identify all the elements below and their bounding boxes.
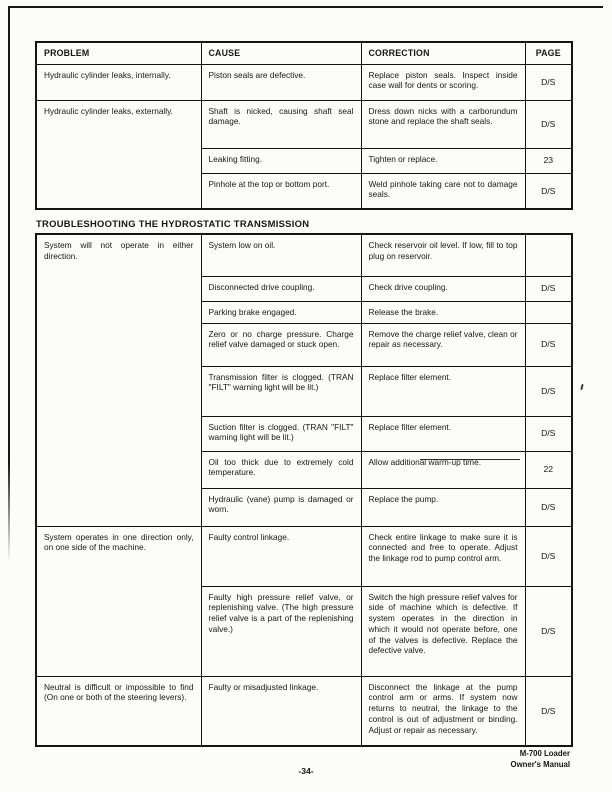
problem-cell: System will not operate in either direction. — [36, 234, 201, 526]
page-cell: D/S — [525, 173, 572, 209]
problem-cell: System operates in one direction only, on one side of the machine. — [36, 526, 201, 676]
hydrostatic-transmission-table — [35, 233, 573, 747]
table-row — [36, 100, 572, 148]
column-header-cause: CAUSE — [201, 42, 361, 64]
scan-artifact-left-line — [8, 6, 10, 562]
correction-cell: Release the brake. — [361, 301, 525, 323]
cause-cell: Faulty control linkage. — [201, 526, 361, 586]
scan-artifact-speck — [580, 384, 583, 390]
page-cell — [525, 301, 572, 323]
page-cell: D/S — [525, 526, 572, 586]
page-cell: D/S — [525, 676, 572, 746]
page-cell: D/S — [525, 323, 572, 366]
correction-cell: Dress down nicks with a carborundum stone and replace the shaft seals. — [361, 100, 525, 148]
cause-cell: Faulty or misadjusted linkage. — [201, 676, 361, 746]
table-row — [36, 64, 572, 100]
scan-artifact-top-line — [8, 6, 603, 8]
cause-cell: Transmission filter is clogged. (TRAN "FILT" warning light will be lit.) — [201, 366, 361, 416]
cause-cell: System low on oil. — [201, 234, 361, 276]
correction-cell: Tighten or replace. — [361, 148, 525, 173]
correction-cell: Check reservoir oil level. If low, fill to top plug on reservoir. — [361, 234, 525, 276]
manual-title-line2: Owner's Manual — [510, 759, 570, 769]
cause-cell: Leaking fitting. — [201, 148, 361, 173]
cause-cell: Disconnected drive coupling. — [201, 276, 361, 301]
manual-title-line1: M-700 Loader — [519, 749, 570, 758]
column-header-problem: PROBLEM — [36, 42, 201, 64]
table-header-row — [36, 42, 572, 64]
correction-cell: Check entire linkage to make sure it is connected and free to operate. Adjust the linkage rod to pump control arm. — [361, 526, 525, 586]
page-cell: 22 — [525, 451, 572, 488]
table-row — [36, 234, 572, 276]
column-header-correction: CORRECTION — [361, 42, 525, 64]
correction-cell: Replace piston seals. Inspect inside case wall for dents or scoring. — [361, 64, 525, 100]
correction-cell: Weld pinhole taking care not to damage seals. — [361, 173, 525, 209]
correction-cell: Switch the high pressure relief valves for side of machine which is defective. If system operates in the direction in which it would not operate before, one of the valves is defective. Replace the defective valve. — [361, 586, 525, 676]
cause-cell: Pinhole at the top or bottom port. — [201, 173, 361, 209]
correction-cell: Allow additional warm-up time. — [361, 451, 525, 488]
page-cell: D/S — [525, 416, 572, 451]
cause-cell: Shaft is nicked, causing shaft seal damage. — [201, 100, 361, 148]
correction-cell: Disconnect the linkage at the pump control arm or arms. If system now returns to neutral, the linkage to the control is out of adjustment or binding. Adjust or repair as necessary. — [361, 676, 525, 746]
correction-cell: Replace filter element. — [361, 416, 525, 451]
correction-cell: Check drive coupling. — [361, 276, 525, 301]
cause-cell: Zero or no charge pressure. Charge relief valve damaged or stuck open. — [201, 323, 361, 366]
page-cell: D/S — [525, 276, 572, 301]
problem-cell: Hydraulic cylinder leaks, externally. — [36, 100, 201, 209]
page-number: -34- — [298, 766, 314, 776]
page-cell: D/S — [525, 488, 572, 526]
cause-cell: Oil too thick due to extremely cold temperature. — [201, 451, 361, 488]
hydraulic-troubleshooting-table — [35, 41, 573, 210]
page-cell: D/S — [525, 64, 572, 100]
page-cell: D/S — [525, 100, 572, 148]
section-heading: TROUBLESHOOTING THE HYDROSTATIC TRANSMISSION — [36, 218, 310, 229]
correction-cell: Remove the charge relief valve, clean or repair as necessary. — [361, 323, 525, 366]
cause-cell: Parking brake engaged. — [201, 301, 361, 323]
cause-cell: Faulty high pressure relief valve, or replenishing valve. (The high pressure relief valve is a part of the replenishing valve.) — [201, 586, 361, 676]
page-cell — [525, 234, 572, 276]
column-header-page: PAGE — [525, 42, 572, 64]
problem-cell: Hydraulic cylinder leaks, internally. — [36, 64, 201, 100]
cause-cell: Suction filter is clogged. (TRAN "FILT" warning light will be lit.) — [201, 416, 361, 451]
correction-cell: Replace filter element. — [361, 366, 525, 416]
page-cell: D/S — [525, 586, 572, 676]
cause-cell: Hydraulic (vane) pump is damaged or worn. — [201, 488, 361, 526]
table-row — [36, 526, 572, 586]
cause-cell: Piston seals are defective. — [201, 64, 361, 100]
problem-cell: Neutral is difficult or impossible to find (On one or both of the steering levers). — [36, 676, 201, 746]
table-row — [36, 676, 572, 746]
page-cell: D/S — [525, 366, 572, 416]
page-cell: 23 — [525, 148, 572, 173]
correction-cell: Replace the pump. — [361, 488, 525, 526]
